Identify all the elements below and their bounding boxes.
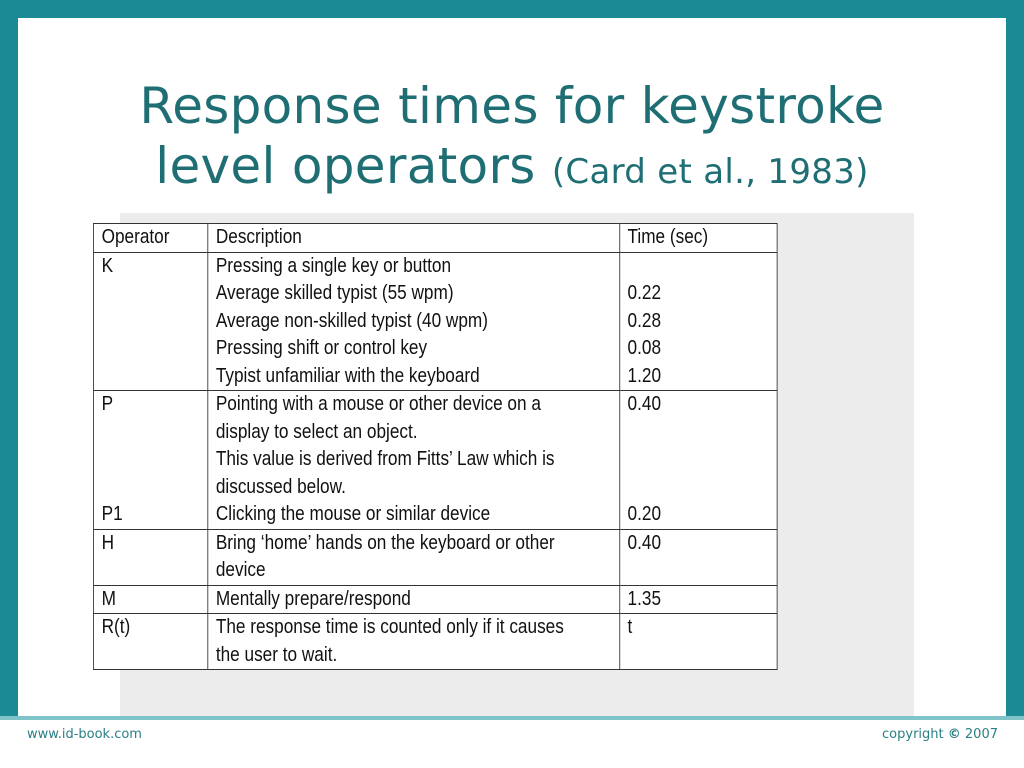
description-line: Bring ‘home’ hands on the keyboard or other [215,531,555,554]
description-line: Average skilled typist (55 wpm) [215,282,454,304]
time-cell [619,252,777,391]
operator-line: M [101,587,116,610]
table-row [93,252,777,391]
description-cell [208,585,620,614]
description-cell [208,614,620,670]
operator-cell [93,252,207,391]
operator-cell [93,614,207,670]
blank-line [102,446,200,474]
time-cell [619,614,777,670]
blank-line [102,474,200,502]
title-line-2 [18,136,1006,202]
title-main-text: level operators [155,137,536,195]
time-line: 0.40 [627,531,662,554]
time-line: 0.22 [627,282,662,304]
operator-line: P1 [101,503,123,525]
description-cell [208,391,620,530]
header-operator: Operator [93,224,207,253]
slide-title [18,76,1006,202]
description-line: Average non-skilled typist (40 wpm) [215,309,488,332]
operator-line: R(t) [101,616,131,638]
time-line: 1.20 [627,364,662,387]
description-line: Pointing with a mouse or other device on a [215,393,541,415]
time-line: t [627,616,633,638]
description-line: Typist unfamiliar with the keyboard [215,364,480,387]
time-line: 0.08 [627,337,662,359]
description-line: The response time is counted only if it causes [215,616,564,638]
operators-table [93,223,778,670]
table-row [93,585,777,614]
table-row [93,614,777,670]
description-line: discussed below. [215,475,346,498]
time-line: 0.20 [627,503,662,525]
table-row [93,529,777,585]
footer-divider [0,716,1024,720]
header-description: Description [208,224,620,253]
description-line: Clicking the mouse or similar device [215,503,491,525]
copyright-year: 2007 [964,727,998,742]
blank-line [628,419,769,447]
time-line: 0.28 [627,309,662,332]
description-line: Pressing shift or control key [215,337,428,359]
description-line: the user to wait. [215,643,338,666]
table-header-row [93,224,777,253]
description-line: display to select an object. [215,420,418,443]
title-citation: (Card et al., 1983) [551,152,869,192]
operator-cell [93,529,207,585]
operator-line: K [101,254,114,277]
description-line: device [215,559,266,581]
operator-cell [93,585,207,614]
operator-line: P [101,393,114,415]
description-line: This value is derived from Fitts’ Law which is [215,448,555,470]
title-line-1: Response times for keystroke [139,77,885,135]
blank-line [628,446,769,474]
time-cell [619,585,777,614]
header-time: Time (sec) [619,224,777,253]
description-line: Mentally prepare/respond [215,587,411,610]
footer-website: www.id-book.com [27,727,142,742]
description-cell [208,529,620,585]
blank-line [102,419,200,447]
time-line: 1.35 [627,587,662,610]
time-line: 0.40 [627,393,662,415]
copyright-icon: © [947,727,961,742]
time-cell [619,529,777,585]
description-line: Pressing a single key or button [215,254,452,277]
blank-line [628,474,769,502]
description-cell [208,252,620,391]
time-cell [619,391,777,530]
blank-line [628,253,769,281]
footer [0,716,1024,768]
operator-line: H [101,531,115,554]
operator-cell [93,391,207,530]
footer-copyright [882,727,998,742]
table-row [93,391,777,530]
copyright-text: copyright [882,727,944,742]
